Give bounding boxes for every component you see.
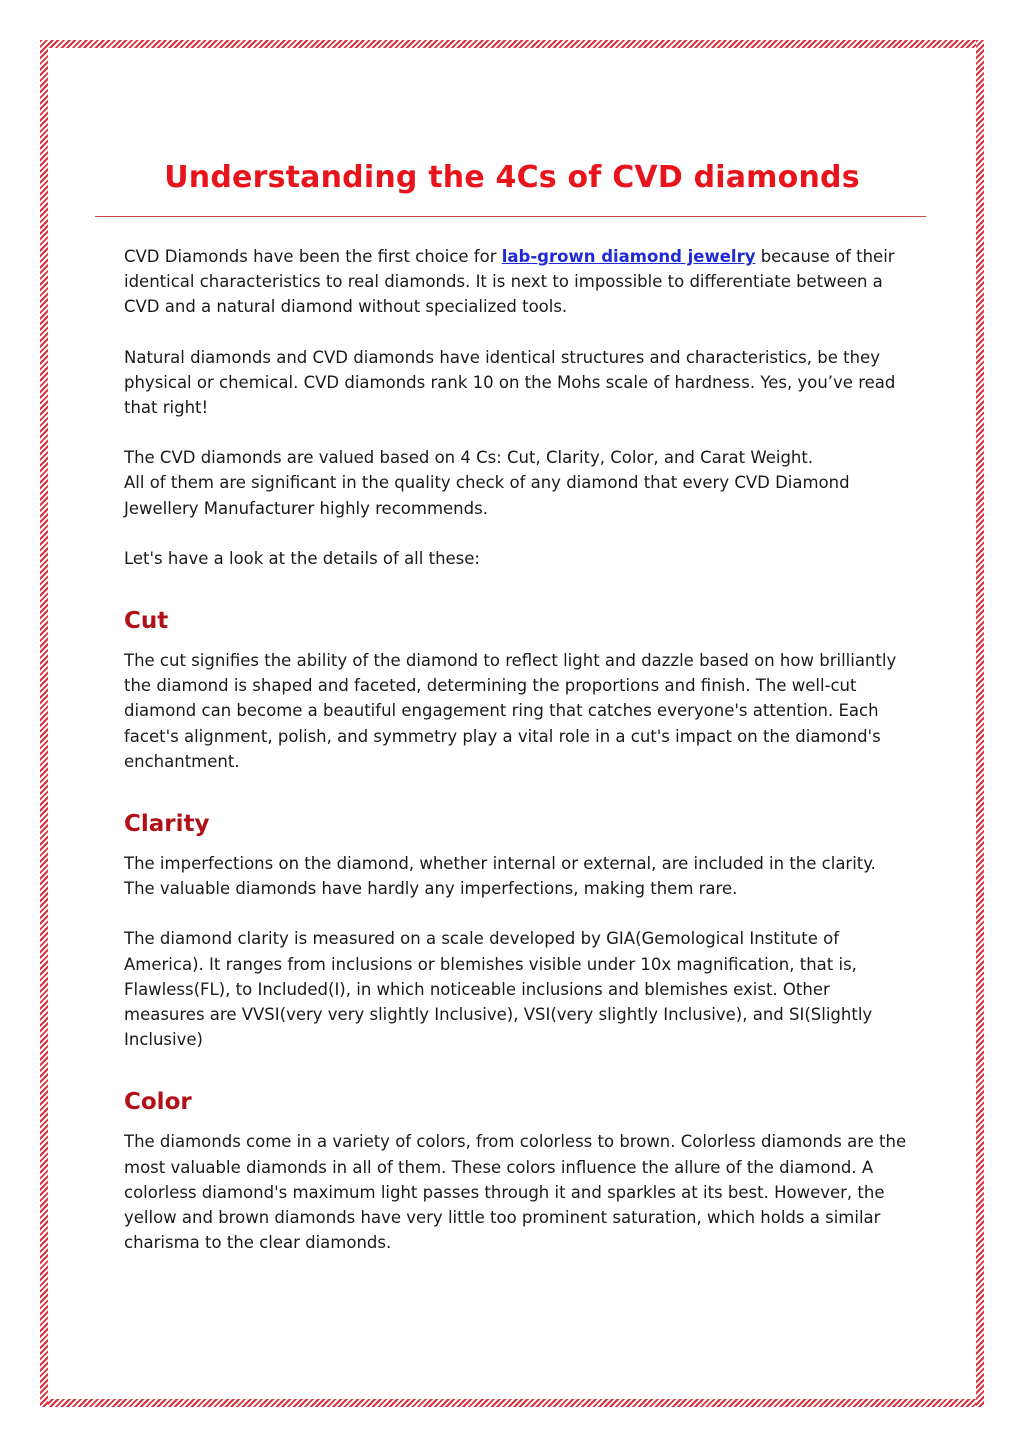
intro-paragraph-3b: All of them are significant in the quality check of any diamond that every CVD Diamond Jewellery Manufacturer highly recommends. [124,473,850,518]
title-divider [95,216,926,217]
clarity-paragraph-1: The imperfections on the diamond, whether internal or external, are included in the clarity. The valuable diamonds have hardly any imperfections, making them rare. [124,854,876,899]
page-border-left [40,40,48,1407]
lab-grown-jewelry-link[interactable]: lab-grown diamond jewelry [501,247,756,266]
page-border-top [40,40,984,48]
intro-paragraph-2: Natural diamonds and CVD diamonds have identical structures and characteristics, be they physical or chemical. CVD diamonds rank 10 on the Mohs scale of hardness. Yes, you’ve read that right! [124,347,896,418]
intro-paragraph-3a: The CVD diamonds are valued based on 4 Cs: Cut, Clarity, Color, and Carat Weight. [124,448,814,468]
section-heading-clarity: Clarity [124,811,210,838]
color-paragraph: The diamonds come in a variety of colors, from colorless to brown. Colorless diamonds are the most valuable diamonds in all of them. These colors influence the allure of the diamond. A colorless diamond's maximum light passes through it and sparkles at its best. However, the yellow and brown diamonds have very little too prominent saturation, which holds a similar charisma to the clear diamonds. [124,1132,907,1253]
cut-paragraph: The cut signifies the ability of the diamond to reflect light and dazzle based on how brilliantly the diamond is shaped and faceted, determining the proportions and finish. The well-cut diamond can become a beautiful engagement ring that catches everyone's attention. Each facet's alignment, polish, and symmetry play a vital role in a cut's impact on the diamond's enchantment. [124,651,897,771]
intro-paragraph-1 [124,244,909,320]
document-body [124,244,909,1280]
intro-text-after-link: because of their identical characteristics to real diamonds. It is next to impossible to differentiate between a CVD and a natural diamond without specialized tools. [124,247,895,317]
intro-text-before-link: CVD Diamonds have been the first choice for [124,247,502,266]
page-border-right [976,40,984,1407]
section-heading-color: Color [124,1089,192,1116]
page-border-bottom [40,1399,984,1407]
intro-paragraph-4: Let's have a look at the details of all these: [124,548,480,568]
clarity-paragraph-2: The diamond clarity is measured on a scale developed by GIA(Gemological Institute of America). It ranges from inclusions or blemishes visible under 10x magnification, that is, Flawless(FL), to Included(I), in which noticeable inclusions and blemishes exist. Other measures are VVSI(very very slightly Inclusive), VSI(very slightly Inclusive), and SI(Slightly Inclusive) [124,929,873,1050]
document-title: Understanding the 4Cs of CVD diamonds [164,160,860,195]
section-heading-cut: Cut [124,608,169,635]
